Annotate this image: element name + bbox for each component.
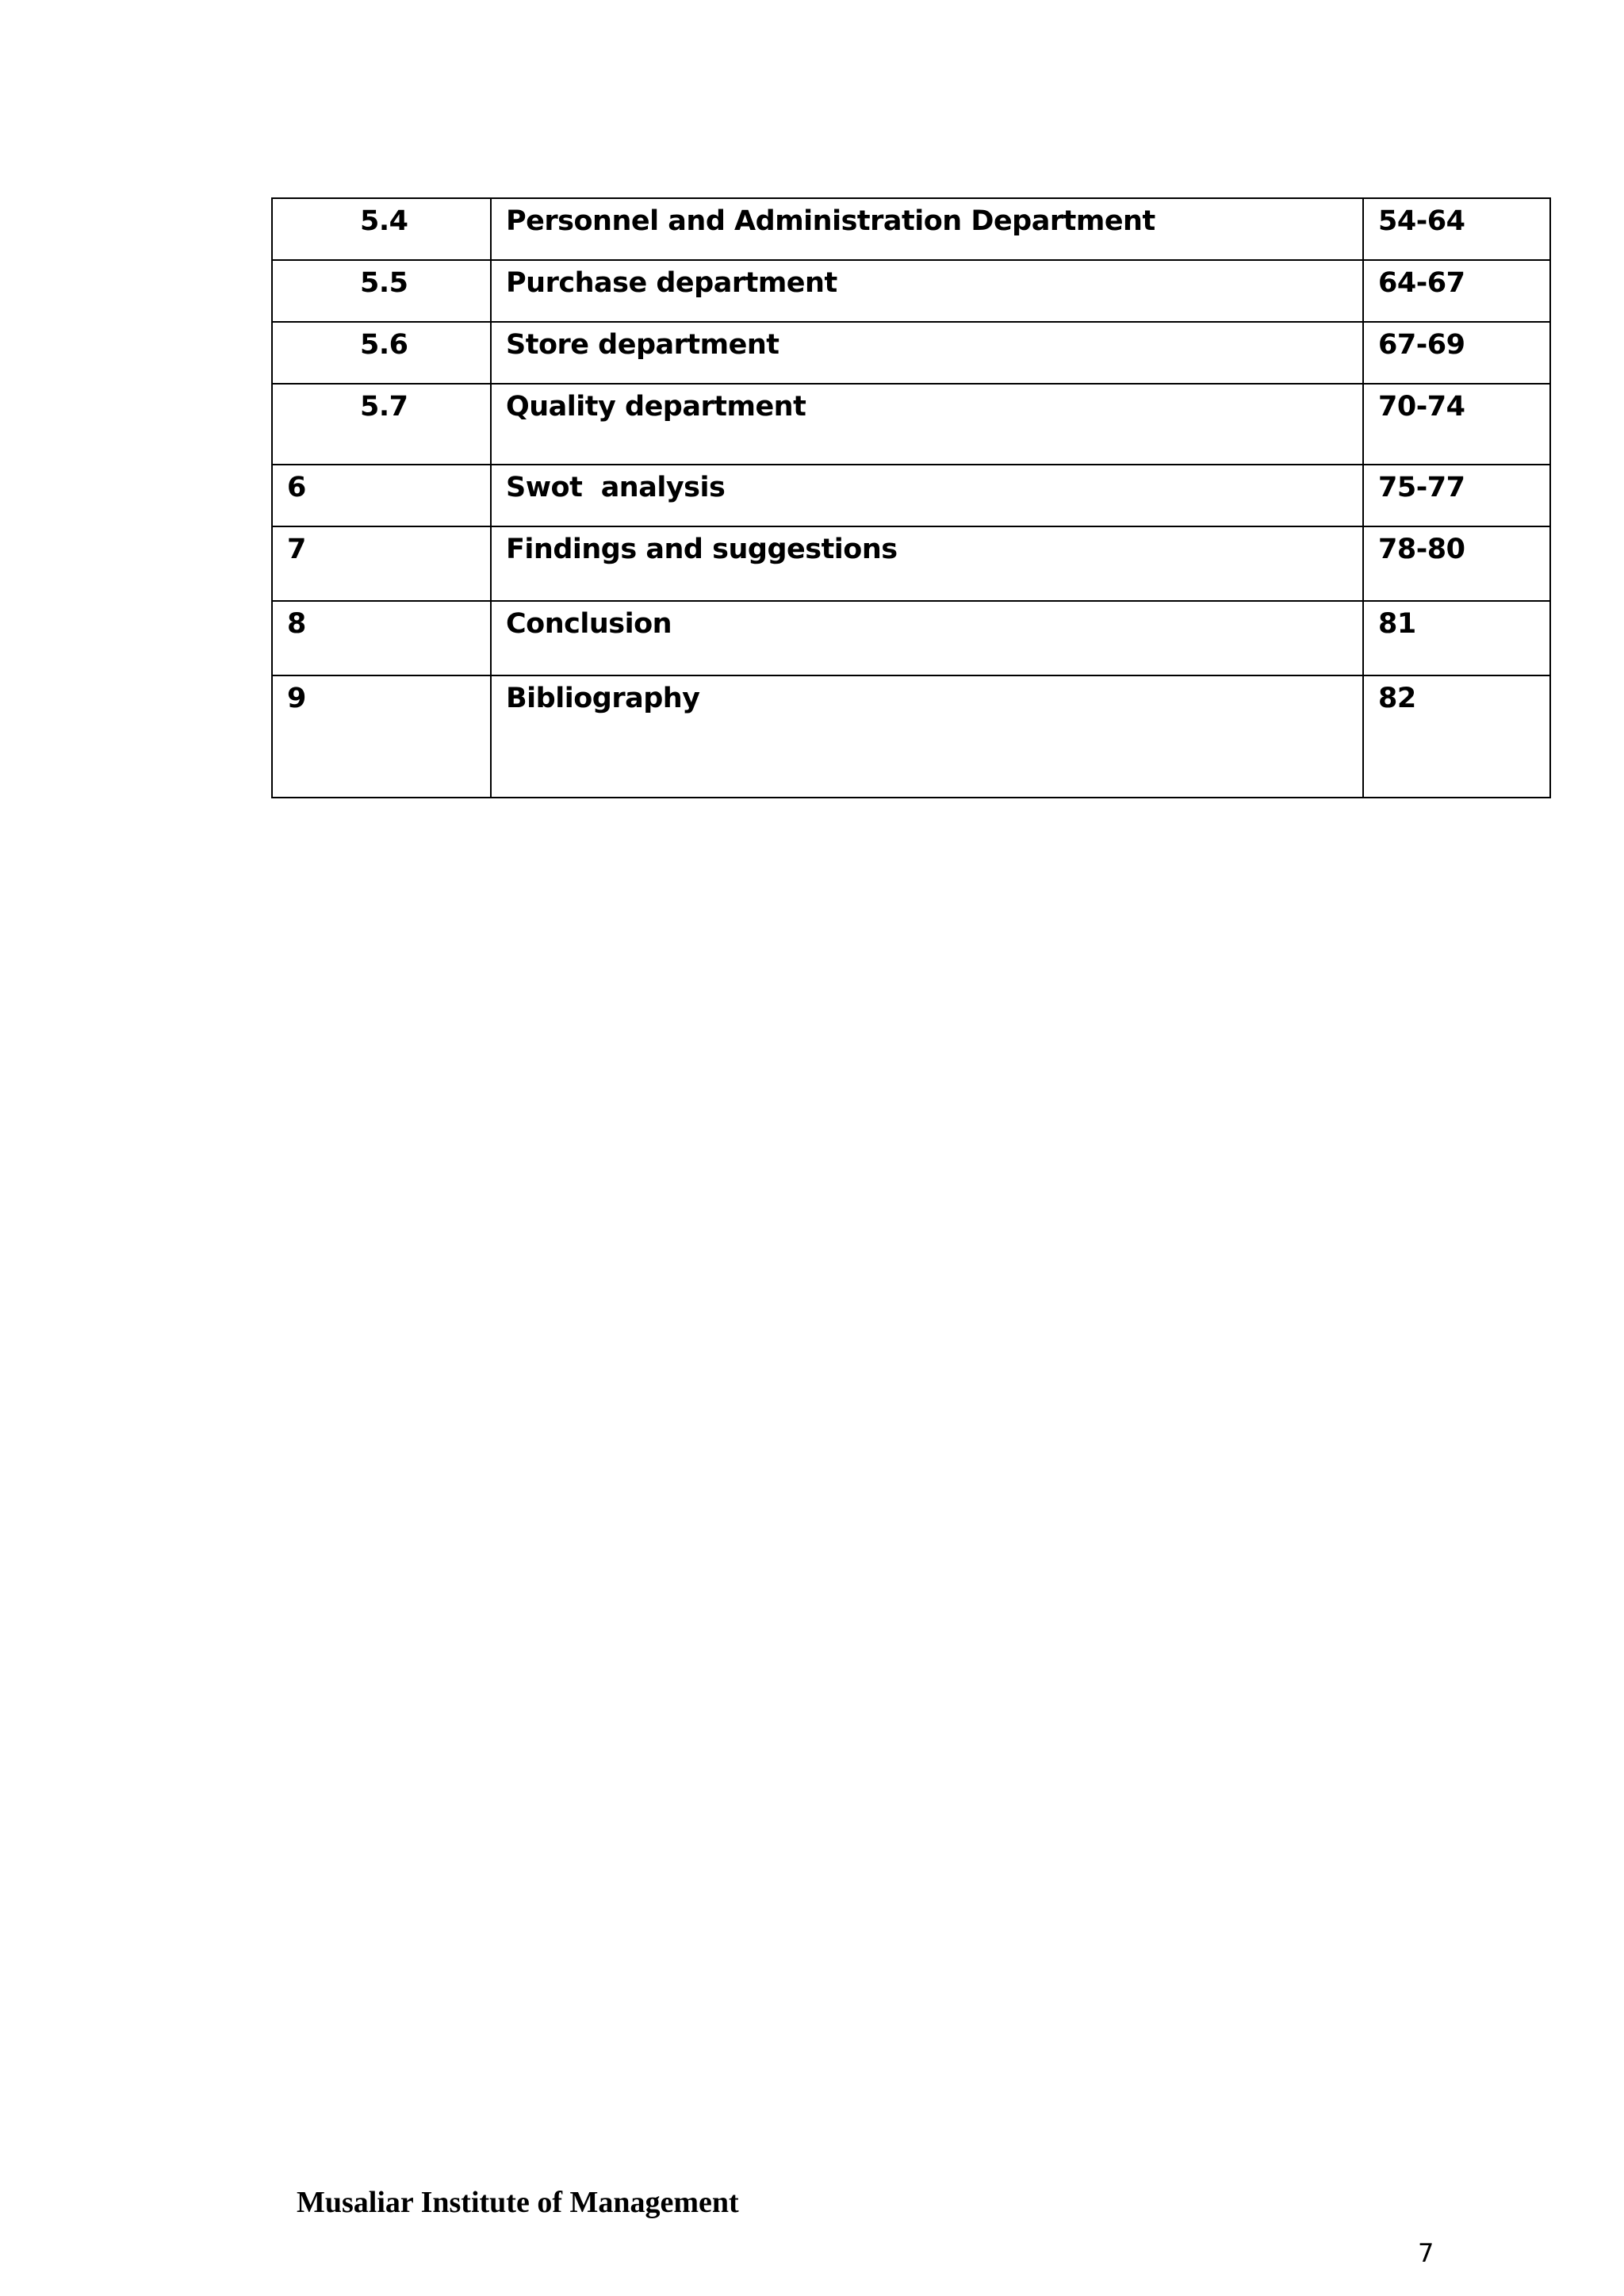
section-number-cell <box>272 601 491 675</box>
table-row <box>272 601 1550 675</box>
section-title-cell <box>491 526 1363 601</box>
section-title-cell <box>491 322 1363 384</box>
section-title: Findings and suggestions <box>506 534 898 565</box>
table-of-contents <box>271 197 1551 798</box>
section-number: 8 <box>287 608 306 640</box>
section-number: 7 <box>287 534 306 565</box>
section-number-cell <box>272 526 491 601</box>
page-range-cell <box>1363 260 1550 322</box>
table-row <box>272 465 1550 526</box>
section-title-cell <box>491 260 1363 322</box>
table-row <box>272 675 1550 798</box>
page-range-cell <box>1363 198 1550 260</box>
page-range-cell <box>1363 601 1550 675</box>
page-range: 75-77 <box>1378 472 1465 503</box>
section-title-cell <box>491 465 1363 526</box>
page-range-cell <box>1363 384 1550 465</box>
table-row <box>272 384 1550 465</box>
section-title-cell <box>491 198 1363 260</box>
page-range: 64-67 <box>1378 267 1465 299</box>
table-row <box>272 526 1550 601</box>
section-number: 5.4 <box>360 205 408 237</box>
section-number: 5.5 <box>360 267 408 299</box>
page-range: 78-80 <box>1378 534 1465 565</box>
section-number-cell <box>272 198 491 260</box>
section-title: Purchase department <box>506 267 837 299</box>
section-title-cell <box>491 601 1363 675</box>
section-title: Store department <box>506 329 779 361</box>
section-title: Personnel and Administration Department <box>506 205 1155 237</box>
page-range: 70-74 <box>1378 391 1465 423</box>
section-number-cell <box>272 260 491 322</box>
section-number-cell <box>272 384 491 465</box>
table-row <box>272 260 1550 322</box>
section-title-cell <box>491 675 1363 798</box>
footer-institute-name: Musaliar Institute of Management <box>297 2186 739 2219</box>
page-range: 54-64 <box>1378 205 1465 237</box>
section-number: 6 <box>287 472 306 503</box>
section-number-cell <box>272 465 491 526</box>
page-range: 82 <box>1378 683 1416 714</box>
section-number: 5.6 <box>360 329 408 361</box>
table-row <box>272 198 1550 260</box>
section-number-cell <box>272 675 491 798</box>
section-title: Conclusion <box>506 608 672 640</box>
page-range: 67-69 <box>1378 329 1465 361</box>
table-row <box>272 322 1550 384</box>
page-number: 7 <box>1418 2238 1434 2268</box>
page-range: 81 <box>1378 608 1416 640</box>
section-title: Bibliography <box>506 683 700 714</box>
section-number: 9 <box>287 683 306 714</box>
section-number-cell <box>272 322 491 384</box>
page-range-cell <box>1363 675 1550 798</box>
page-range-cell <box>1363 526 1550 601</box>
page-range-cell <box>1363 322 1550 384</box>
section-title: Quality department <box>506 391 806 423</box>
section-number: 5.7 <box>360 391 408 423</box>
section-title-cell <box>491 384 1363 465</box>
section-title: Swot analysis <box>506 472 726 503</box>
page-range-cell <box>1363 465 1550 526</box>
